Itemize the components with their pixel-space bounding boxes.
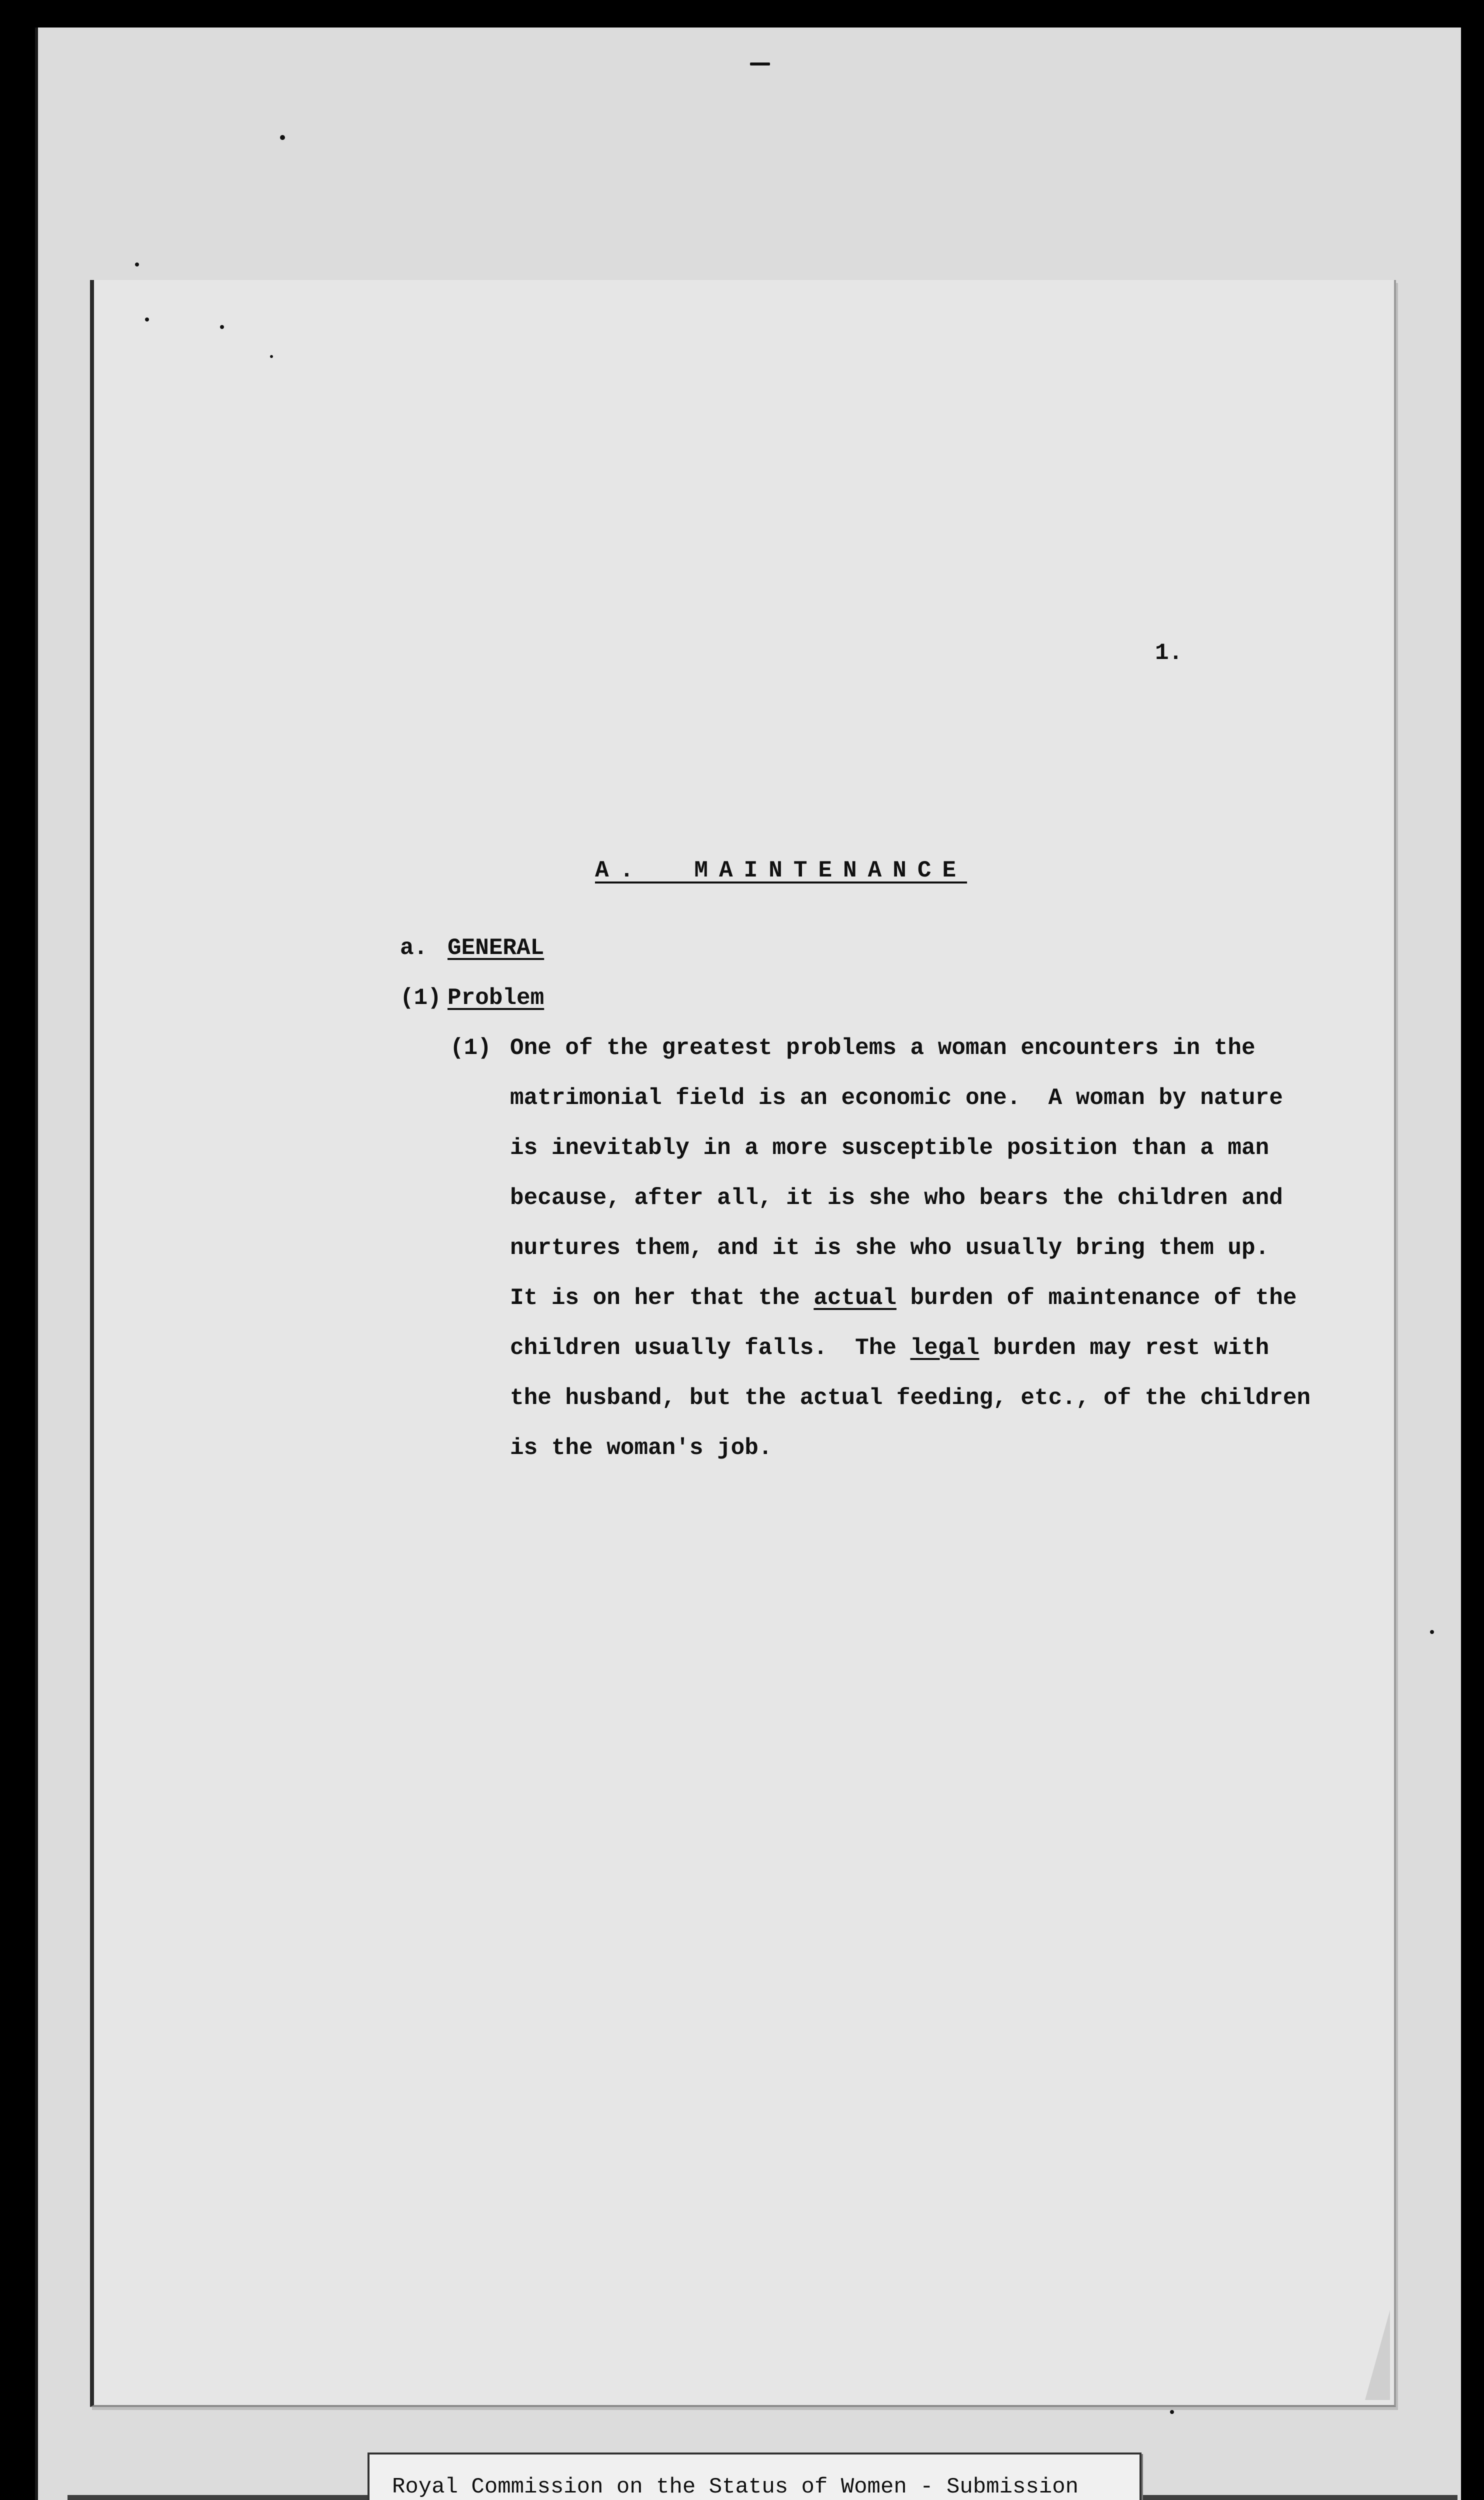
emphasis-actual: actual bbox=[814, 1285, 896, 1311]
paragraph-text: burden may rest with bbox=[979, 1335, 1270, 1361]
paragraph-text: is the woman's job. bbox=[510, 1435, 772, 1461]
paragraph-line bbox=[510, 1035, 1256, 1061]
paragraph-marker: (1) bbox=[450, 1035, 492, 1061]
subsection-marker: (1) bbox=[400, 985, 442, 1011]
paragraph-text: nurtures them, and it is she who usually bring them up. bbox=[510, 1235, 1270, 1261]
paragraph-line bbox=[510, 1335, 1269, 1361]
paragraph-line bbox=[510, 1435, 772, 1461]
paragraph-text: One of the greatest problems a woman encounters in the bbox=[510, 1035, 1256, 1061]
paragraph-line bbox=[510, 1135, 1269, 1161]
paragraph-text: It is on her that the bbox=[510, 1285, 814, 1311]
emphasis-legal: legal bbox=[910, 1335, 980, 1361]
scan-speck bbox=[750, 62, 770, 66]
scan-speck bbox=[145, 318, 149, 322]
page-number: 1. bbox=[1155, 640, 1183, 666]
scan-speck bbox=[220, 325, 224, 329]
paragraph-line bbox=[510, 1235, 1269, 1261]
paragraph-line bbox=[510, 1185, 1283, 1211]
paragraph-line bbox=[510, 1285, 1296, 1311]
scan-speck bbox=[270, 355, 273, 358]
paragraph-text: burden of maintenance of the bbox=[896, 1285, 1297, 1311]
paragraph-text: the husband, but the actual feeding, etc., of the children bbox=[510, 1385, 1311, 1411]
page-fold-corner bbox=[1365, 2310, 1390, 2400]
scan-speck bbox=[135, 262, 139, 266]
subsection-title-general: GENERAL bbox=[448, 935, 544, 961]
paragraph-text: matrimonial field is an economic one. A woman by nature bbox=[510, 1085, 1283, 1111]
scan-speck bbox=[1170, 2410, 1174, 2414]
paragraph-line bbox=[510, 1385, 1310, 1411]
archive-label-card bbox=[368, 2452, 1142, 2500]
subsection-title-problem: Problem bbox=[448, 985, 544, 1011]
scan-speck bbox=[280, 135, 285, 140]
paragraph-text: because, after all, it is she who bears the children and bbox=[510, 1185, 1283, 1211]
paragraph-line bbox=[510, 1085, 1283, 1111]
section-heading: A. MAINTENANCE bbox=[595, 858, 968, 884]
scan-speck bbox=[1430, 1630, 1434, 1634]
subsection-marker: a. bbox=[400, 935, 428, 961]
paragraph-text: is inevitably in a more susceptible position than a man bbox=[510, 1135, 1270, 1161]
paragraph-text: children usually falls. The bbox=[510, 1335, 910, 1361]
archive-label-title: Royal Commission on the Status of Women - Submission bbox=[392, 2474, 1079, 2500]
